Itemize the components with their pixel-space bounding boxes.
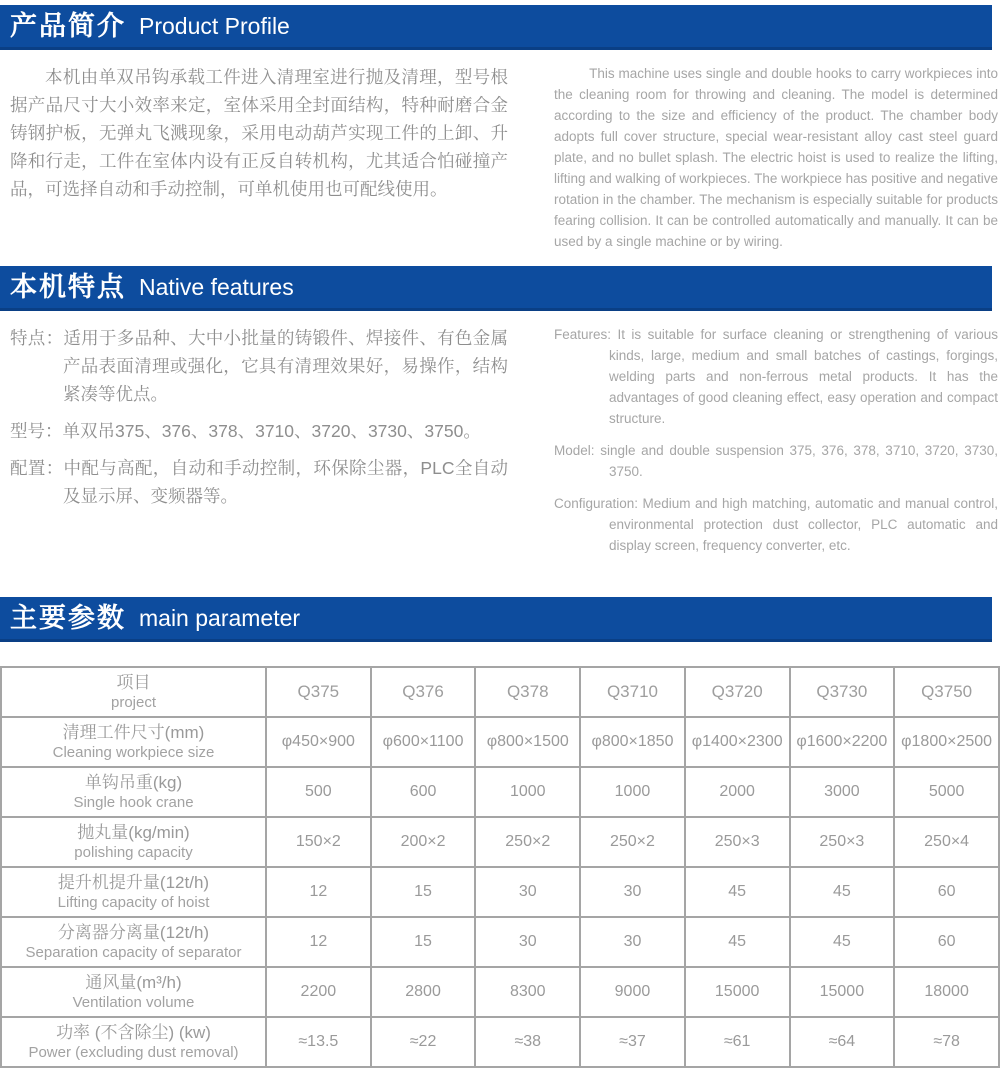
value-cell: 500: [266, 767, 371, 817]
value-cell: φ800×1850: [580, 717, 685, 767]
table-row-separator-capacity: [1, 917, 999, 967]
value-cell: φ450×900: [266, 717, 371, 767]
features-column-english: [554, 324, 998, 567]
table-row-polishing-capacity: [1, 817, 999, 867]
config-text-zh: 中配与高配，自动和手动控制，环保除尘器，PLC全自动及显示屏、变频器等。: [63, 458, 509, 506]
section-header-product-profile: [0, 5, 992, 50]
value-cell: 30: [580, 917, 685, 967]
row-label-cell: [1, 817, 266, 867]
value-cell: ≈78: [894, 1017, 999, 1067]
value-cell: 30: [475, 867, 580, 917]
value-cell: φ600×1100: [371, 717, 476, 767]
table-header-row: [1, 667, 999, 717]
header-model-q375: Q375: [266, 667, 371, 717]
value-cell: 12: [266, 867, 371, 917]
value-cell: 15000: [790, 967, 895, 1017]
row-label-cell: [1, 767, 266, 817]
value-cell: ≈61: [685, 1017, 790, 1067]
feature-item-en: [554, 324, 998, 429]
profile-text-zh: 本机由单双吊钩承载工件进入清理室进行抛及清理，型号根据产品尺寸大小效率来定，室体采用全封面结构，特种耐磨合金铸钢护板，无弹丸飞溅现象，采用电动葫芦实现工件的上卸、升降和行走，工件在室体内设有正反自转机构，尤其适合怕碰撞产品，可选择自动和手动控制，可单机使用也可配线使用。: [10, 67, 508, 199]
value-cell: 150×2: [266, 817, 371, 867]
header-project-cell: [1, 667, 266, 717]
parameters-title-zh: 主要参数: [10, 602, 126, 633]
profile-column-english: [554, 63, 998, 252]
config-item-en: [554, 493, 998, 556]
table-row-hook-crane: [1, 767, 999, 817]
value-cell: φ800×1500: [475, 717, 580, 767]
row-label-zh: 提升机提升量(12t/h): [57, 872, 210, 892]
value-cell: 15000: [685, 967, 790, 1017]
section-header-native-features: [0, 266, 992, 311]
parameter-table: [0, 666, 1000, 1068]
row-label-zh: 抛丸量(kg/min): [77, 822, 190, 842]
config-label-zh: 配置：: [10, 458, 64, 478]
value-cell: 250×3: [790, 817, 895, 867]
value-cell: 30: [475, 917, 580, 967]
table-row-workpiece-size: [1, 717, 999, 767]
value-cell: ≈37: [580, 1017, 685, 1067]
header-model-q378: Q378: [475, 667, 580, 717]
feature-text-en: It is suitable for surface cleaning or strengthening of various kinds, large, medium and small batches of castings, forgings, welding parts and non-ferrous metal products. It has the advantages of good cleaning effect, easy operation and compact structure.: [609, 327, 998, 426]
model-text-en: single and double suspension 375, 376, 378, 3710, 3720, 3730, 3750.: [594, 443, 998, 479]
value-cell: 1000: [580, 767, 685, 817]
profile-column-chinese: [10, 63, 508, 252]
value-cell: 250×2: [580, 817, 685, 867]
value-cell: 12: [266, 917, 371, 967]
row-label-cell: [1, 967, 266, 1017]
table-row-hoist-capacity: [1, 867, 999, 917]
model-item-en: [554, 440, 998, 482]
row-label-zh: 功率 (不含除尘) (kw): [56, 1022, 211, 1042]
row-label-zh: 通风量(m³/h): [85, 972, 182, 992]
row-label-en: Separation capacity of separator: [25, 943, 242, 961]
profile-title-zh: 产品简介: [10, 10, 126, 41]
table-row-power: [1, 1017, 999, 1067]
profile-title-en: Product Profile: [139, 12, 290, 39]
section-header-main-parameter: [0, 597, 992, 642]
value-cell: ≈22: [371, 1017, 476, 1067]
row-label-en: Cleaning workpiece size: [52, 743, 215, 761]
feature-label-en: Features:: [554, 327, 612, 342]
value-cell: 3000: [790, 767, 895, 817]
row-label-en: Power (excluding dust removal): [28, 1043, 239, 1061]
value-cell: φ1800×2500: [894, 717, 999, 767]
header-project-en: project: [110, 693, 157, 711]
feature-label-zh: 特点：: [10, 328, 64, 348]
value-cell: 45: [685, 867, 790, 917]
header-project-zh: 项目: [116, 672, 151, 692]
row-label-zh: 单钩吊重(kg): [84, 772, 183, 792]
profile-content: [0, 50, 1000, 252]
config-label-en: Configuration:: [554, 496, 639, 511]
value-cell: 18000: [894, 967, 999, 1017]
model-label-en: Model:: [554, 443, 595, 458]
header-model-q376: Q376: [371, 667, 476, 717]
header-model-q3750: Q3750: [894, 667, 999, 717]
value-cell: ≈64: [790, 1017, 895, 1067]
value-cell: 2800: [371, 967, 476, 1017]
value-cell: 45: [790, 917, 895, 967]
value-cell: 250×3: [685, 817, 790, 867]
row-label-cell: [1, 717, 266, 767]
value-cell: 600: [371, 767, 476, 817]
model-item-zh: [10, 417, 508, 445]
value-cell: 15: [371, 867, 476, 917]
row-label-en: Lifting capacity of hoist: [57, 893, 210, 911]
header-model-q3720: Q3720: [685, 667, 790, 717]
features-title-en: Native features: [139, 273, 294, 300]
value-cell: 2200: [266, 967, 371, 1017]
config-text-en: Medium and high matching, automatic and manual control, environmental protection dust collector, PLC automatic and display screen, frequency converter, etc.: [609, 496, 998, 553]
value-cell: 5000: [894, 767, 999, 817]
value-cell: 250×2: [475, 817, 580, 867]
value-cell: ≈13.5: [266, 1017, 371, 1067]
header-model-q3730: Q3730: [790, 667, 895, 717]
row-label-cell: [1, 867, 266, 917]
value-cell: 15: [371, 917, 476, 967]
value-cell: 8300: [475, 967, 580, 1017]
header-model-q3710: Q3710: [580, 667, 685, 717]
row-label-en: polishing capacity: [74, 843, 193, 861]
row-label-en: Ventilation volume: [72, 993, 195, 1011]
value-cell: 60: [894, 917, 999, 967]
value-cell: 60: [894, 867, 999, 917]
value-cell: 30: [580, 867, 685, 917]
value-cell: 45: [685, 917, 790, 967]
value-cell: φ1600×2200: [790, 717, 895, 767]
row-label-en: Single hook crane: [73, 793, 194, 811]
value-cell: ≈38: [475, 1017, 580, 1067]
row-label-cell: [1, 917, 266, 967]
config-item-zh: [10, 454, 508, 510]
row-label-zh: 分离器分离量(12t/h): [57, 922, 210, 942]
row-label-cell: [1, 1017, 266, 1067]
features-column-chinese: [10, 324, 508, 567]
profile-text-en: This machine uses single and double hooks to carry workpieces into the cleaning room for throwing and cleaning. The model is determined according to the size and efficiency of the product. The chamber body adopts full cover structure, special wear-resistant alloy cast steel guard plate, and no bullet splash. The electric hoist is used to realize the lifting, lifting and walking of workpieces. The workpiece has positive and negative rotation in the chamber. The mechanism is especially suitable for products fearing collision. It can be controlled automatically and manually. It can be used by a single machine or by wiring.: [554, 66, 999, 249]
value-cell: 45: [790, 867, 895, 917]
feature-item-zh: [10, 324, 508, 408]
value-cell: 2000: [685, 767, 790, 817]
table-row-ventilation-volume: [1, 967, 999, 1017]
value-cell: 9000: [580, 967, 685, 1017]
value-cell: φ1400×2300: [685, 717, 790, 767]
model-label-zh: 型号：: [10, 421, 63, 441]
value-cell: 250×4: [894, 817, 999, 867]
features-content: [0, 311, 1000, 567]
value-cell: 1000: [475, 767, 580, 817]
row-label-zh: 清理工件尺寸(mm): [62, 722, 205, 742]
parameters-title-en: main parameter: [139, 604, 301, 631]
value-cell: 200×2: [371, 817, 476, 867]
model-text-zh: 单双吊375、376、378、3710、3720、3730、3750。: [62, 421, 481, 441]
features-title-zh: 本机特点: [10, 271, 126, 302]
feature-text-zh: 适用于多品种、大中小批量的铸锻件、焊接件、有色金属产品表面清理或强化，它具有清理效果好，易操作，结构紧凑等优点。: [63, 328, 508, 404]
